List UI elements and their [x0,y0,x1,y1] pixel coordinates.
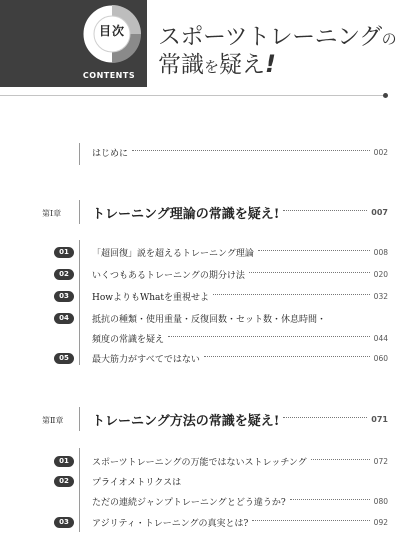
toc-item[interactable] [92,290,388,303]
leader-dots [258,250,370,251]
toc-item[interactable] [92,516,388,529]
page-number: 072 [373,457,388,466]
leader-dots [168,336,370,337]
toc-guide-line [79,407,80,431]
page-number: 032 [373,292,388,301]
section-number-badge: 01 [54,247,74,258]
toc-item[interactable] [92,268,388,281]
page-number: 060 [373,354,388,363]
section-number-badge: 05 [54,353,74,364]
toc-item-title-cont: 頻度の常識を疑え [92,335,165,345]
leader-dots [204,356,370,357]
leader-dots [249,272,370,273]
toc-item-title: いくつもあるトレーニングの期分け法 [92,271,245,281]
toc-item-title: スポーツトレーニングの万能ではないストレッチング [92,458,307,468]
section-number-badge: 02 [54,476,74,487]
toc-item-title: アジリティ・トレーニングの真実とは? [92,519,249,529]
toc-guide-line [79,448,80,532]
page-number: 071 [371,415,388,424]
toc-intro[interactable] [92,146,388,159]
toc-guide-line [79,200,80,224]
toc-guide-line [79,240,80,365]
page-number: 080 [373,497,388,506]
section-number-badge: 04 [54,313,74,324]
leader-dots [213,294,370,295]
header-divider [0,95,384,96]
section-number-badge: 03 [54,517,74,528]
chapter-label: 第Ⅱ章 [42,416,64,425]
chapter-label: 第Ⅰ章 [42,209,62,218]
leader-dots [290,499,370,500]
toc-intro-label: はじめに [92,149,129,159]
toc-guide-line [79,143,80,165]
toc-item[interactable] [92,332,388,345]
page-number: 007 [371,208,388,217]
page-number: 020 [373,270,388,279]
leader-dots [252,520,369,521]
leader-dots [311,459,370,460]
leader-dots [283,210,367,211]
section-number-badge: 01 [54,456,74,467]
toc-item-title: 最大筋力がすべてではない [92,355,200,365]
section-number-badge: 03 [54,291,74,302]
page-title-line2: 常識を疑え! [158,50,276,78]
leader-dots [132,150,370,151]
leader-dots [283,417,367,418]
contents-label: CONTENTS [82,71,136,80]
toc-item-title-cont: ただの連続ジャンプトレーニングとどう違うか? [92,498,286,508]
toc-item[interactable] [92,352,388,365]
toc-item-title[interactable]: 抵抗の種類・使用重量・反復回数・セット数・休息時間・ [92,315,327,325]
toc-chapter-1[interactable] [92,203,388,222]
chapter-title: トレーニング理論の常識を疑え! [92,207,280,222]
page-number: 008 [373,248,388,257]
divider-dot [383,93,388,98]
toc-item[interactable] [92,246,388,259]
chapter-title: トレーニング方法の常識を疑え! [92,414,280,429]
toc-item-title: 「超回復」説を超えるトレーニング理論 [92,249,254,259]
emblem-label: 目次 [98,24,125,38]
page-number: 092 [373,518,388,527]
toc-item[interactable] [92,455,388,468]
toc-item-title[interactable]: プライオメトリクスは [92,478,182,488]
page-number: 002 [373,148,388,157]
toc-chapter-2[interactable] [92,410,388,429]
toc-item-title: HowよりもWhatを重視せよ [92,293,210,303]
page-title-line1: スポーツトレーニングの [158,24,397,50]
page-number: 044 [373,334,388,343]
section-number-badge: 02 [54,269,74,280]
toc-item[interactable] [92,495,388,508]
